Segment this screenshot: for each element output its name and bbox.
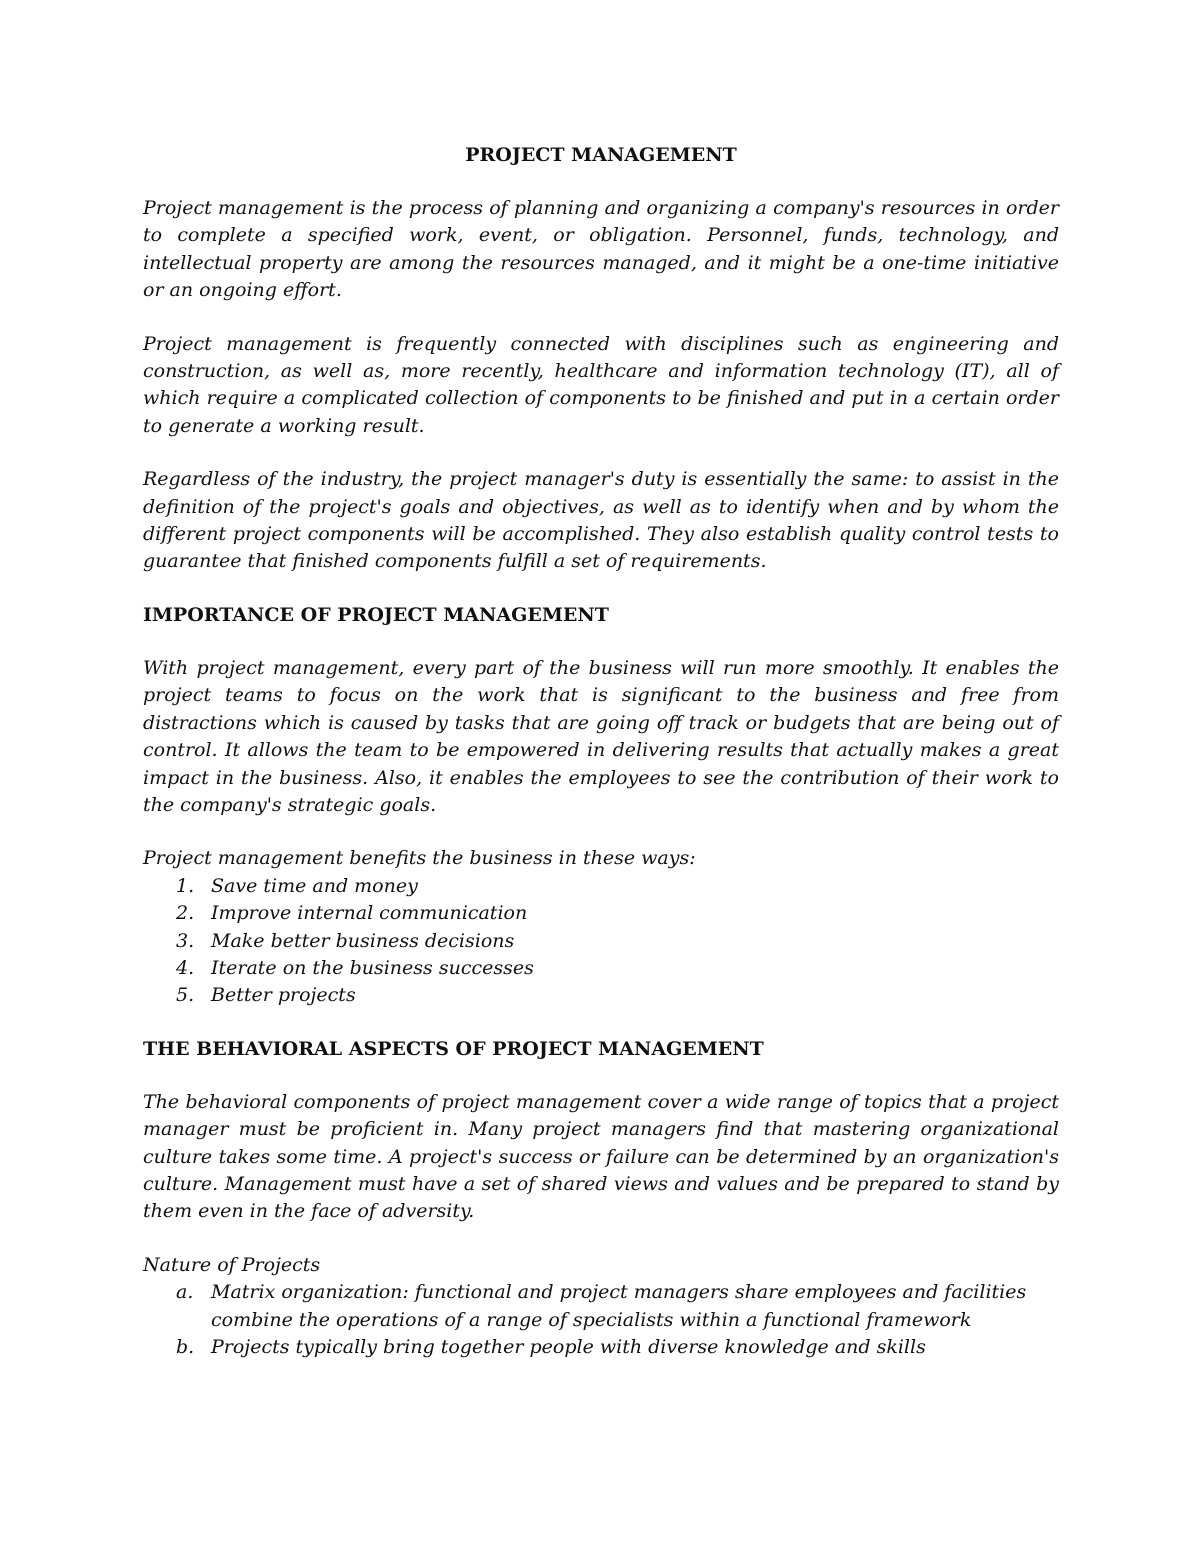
- importance-heading: IMPORTANCE OF PROJECT MANAGEMENT: [143, 603, 609, 626]
- importance-paragraph: With project management, every part of the business will run more smoothly. It enables the project teams to focus on the work that is significant to the business and free from distractions which is caused by tasks that are going off track or budgets that are being out of control. It allows the team to be empowered in delivering results that actually makes a great impact in the business. Also, it enables the employees to see the contribution of their work to the company's strategic goals.: [143, 656, 1059, 816]
- list-item: [143, 955, 1059, 982]
- intro-paragraph-3: Regardless of the industry, the project manager's duty is essentially the same: to assist in the definition of the project's goals and objectives, as well as to identify when and by whom the different project components will be accomplished. They also establish quality control tests to guarantee that finished components fulfill a set of requirements.: [143, 468, 1059, 573]
- intro-paragraph-2: Project management is frequently connected with disciplines such as engineering and construction, as well as, more recently, healthcare and information technology (IT), all of which require a complicated collection of components to be finished and put in a certain order to generate a working result.: [143, 332, 1059, 437]
- list-item: [143, 1334, 1059, 1361]
- document-page: [143, 142, 1059, 1387]
- list-item-text: Matrix organization: functional and project managers share employees and facilities combine the operations of a range of specialists within a functional framework: [211, 1281, 1027, 1331]
- list-item-text: Projects typically bring together people with diverse knowledge and skills: [211, 1336, 926, 1358]
- behavioral-paragraph: The behavioral components of project management cover a wide range of topics that a project manager must be proficient in. Many project managers find that mastering organizational culture takes some time. A project's success or failure can be determined by an organization's culture. Management must have a set of shared views and values and be prepared to stand by them even in the face of adversity.: [143, 1090, 1059, 1223]
- nature-of-projects-list: [143, 1279, 1059, 1361]
- list-item: [143, 900, 1059, 927]
- list-item: [143, 873, 1059, 900]
- list-marker: 4.: [176, 956, 195, 979]
- list-marker: 5.: [176, 984, 195, 1007]
- benefits-list: [143, 873, 1059, 1010]
- list-marker: 3.: [176, 929, 195, 952]
- list-marker: b.: [176, 1336, 195, 1358]
- list-marker: a.: [176, 1281, 194, 1304]
- list-item: [143, 982, 1059, 1009]
- list-item-text: Make better business decisions: [211, 929, 515, 952]
- list-item-text: Save time and money: [211, 874, 418, 897]
- list-item-text: Iterate on the business successes: [211, 956, 534, 979]
- document-title: PROJECT MANAGEMENT: [465, 144, 737, 166]
- list-marker: 1.: [176, 874, 195, 897]
- list-item: [143, 928, 1059, 955]
- list-item: [143, 1279, 1059, 1334]
- list-item-text: Improve internal communication: [211, 902, 528, 925]
- behavioral-heading: THE BEHAVIORAL ASPECTS OF PROJECT MANAGEMENT: [143, 1037, 764, 1060]
- list-item-text: Better projects: [211, 984, 356, 1007]
- benefits-intro: Project management benefits the business in these ways:: [143, 847, 696, 870]
- nature-of-projects-intro: Nature of Projects: [143, 1253, 321, 1276]
- list-marker: 2.: [176, 902, 195, 925]
- intro-paragraph-1: Project management is the process of planning and organizing a company's resources in order to complete a specified work, event, or obligation. Personnel, funds, technology, and intellectual property are among the resources managed, and it might be a one-time initiative or an ongoing effort.: [143, 197, 1059, 302]
